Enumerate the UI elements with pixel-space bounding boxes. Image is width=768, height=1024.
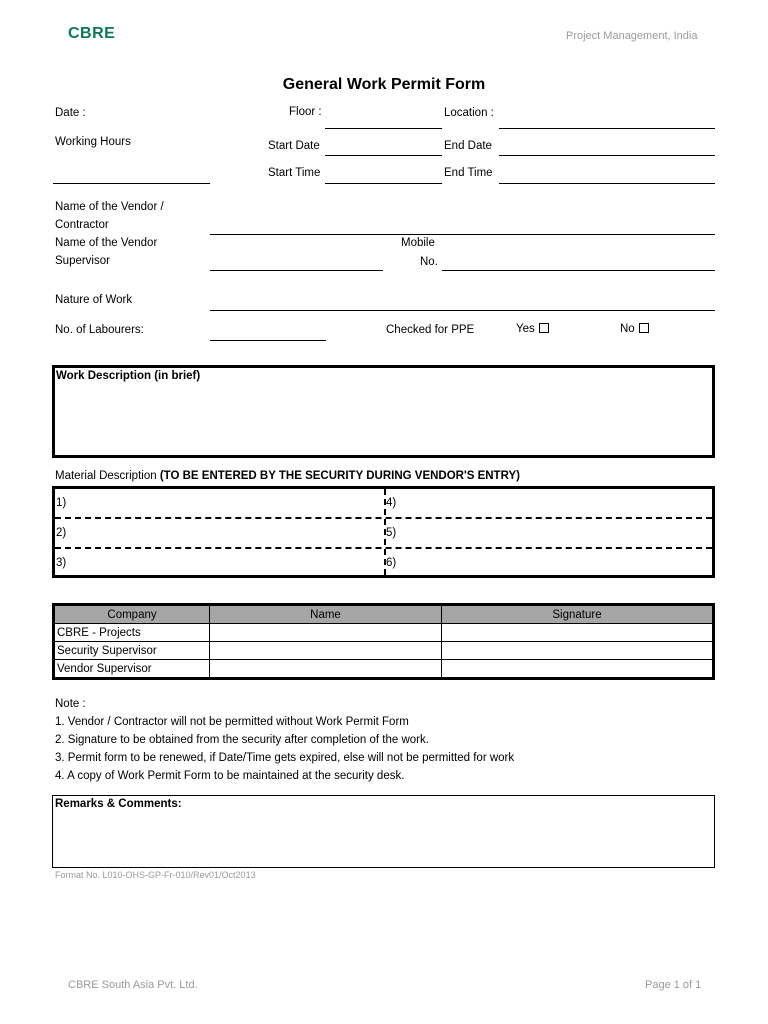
material-item-2[interactable]: 2) xyxy=(56,527,67,539)
location-label: Location : xyxy=(444,107,494,119)
company-cell: Vendor Supervisor xyxy=(54,660,210,679)
material-item-1[interactable]: 1) xyxy=(56,497,67,509)
note-item-3: 3. Permit form to be renewed, if Date/Time gets expired, else will not be permitted for work xyxy=(55,752,515,764)
company-cell: CBRE - Projects xyxy=(54,624,210,642)
material-item-6[interactable]: 6) xyxy=(386,557,397,569)
mobile-field[interactable] xyxy=(442,270,715,271)
company-cell: Security Supervisor xyxy=(54,642,210,660)
start-time-field[interactable] xyxy=(325,183,442,184)
note-item-1: 1. Vendor / Contractor will not be permitted without Work Permit Form xyxy=(55,716,409,728)
table-row xyxy=(54,642,714,660)
end-time-field[interactable] xyxy=(499,183,715,184)
cbre-logo: CBRE xyxy=(68,25,116,42)
ppe-label: Checked for PPE xyxy=(386,324,475,336)
material-description-heading xyxy=(55,470,520,482)
signature-table xyxy=(52,603,715,680)
work-description-box[interactable] xyxy=(52,365,715,458)
work-description-label: Work Description (in brief) xyxy=(56,370,201,382)
ppe-yes-checkbox[interactable] xyxy=(539,323,549,333)
name-cell[interactable] xyxy=(210,660,442,679)
start-date-field[interactable] xyxy=(325,155,442,156)
material-description-label: Material Description xyxy=(55,470,157,482)
end-time-label: End Time xyxy=(444,167,493,179)
remarks-box[interactable] xyxy=(52,795,715,868)
labourers-label: No. of Labourers: xyxy=(55,324,144,336)
signature-cell[interactable] xyxy=(442,660,714,679)
footer-page-number: Page 1 of 1 xyxy=(645,979,702,991)
date-field[interactable] xyxy=(53,183,210,184)
vendor-supervisor-field[interactable] xyxy=(210,270,383,271)
remarks-label: Remarks & Comments: xyxy=(55,798,182,810)
signature-cell[interactable] xyxy=(442,624,714,642)
end-date-label: End Date xyxy=(444,140,492,152)
ppe-no-option[interactable] xyxy=(620,323,649,335)
table-row xyxy=(54,624,714,642)
name-cell[interactable] xyxy=(210,624,442,642)
vendor-name-label-2: Contractor xyxy=(55,219,109,231)
nature-of-work-field[interactable] xyxy=(210,310,715,311)
start-date-label: Start Date xyxy=(268,140,320,152)
material-item-5[interactable]: 5) xyxy=(386,527,397,539)
ppe-yes-label: Yes xyxy=(516,323,535,335)
vendor-name-label-1: Name of the Vendor / xyxy=(55,201,164,213)
note-item-4: 4. A copy of Work Permit Form to be maintained at the security desk. xyxy=(55,770,405,782)
floor-label: Floor : xyxy=(289,106,322,118)
form-title: General Work Permit Form xyxy=(282,76,486,93)
name-cell[interactable] xyxy=(210,642,442,660)
footer-company: CBRE South Asia Pvt. Ltd. xyxy=(68,979,198,991)
material-description-note: (TO BE ENTERED BY THE SECURITY DURING VENDOR'S ENTRY) xyxy=(159,470,520,482)
location-field[interactable] xyxy=(499,128,715,129)
end-date-field[interactable] xyxy=(499,155,715,156)
column-header-name: Name xyxy=(210,605,442,624)
header-right-text: Project Management, India xyxy=(566,30,698,42)
column-header-signature: Signature xyxy=(442,605,714,624)
vendor-supervisor-label-1: Name of the Vendor xyxy=(55,237,158,249)
column-header-company: Company xyxy=(54,605,210,624)
date-label: Date : xyxy=(55,107,86,119)
nature-of-work-label: Nature of Work xyxy=(55,294,133,306)
signature-cell[interactable] xyxy=(442,642,714,660)
floor-field[interactable] xyxy=(325,128,442,129)
mobile-label-2: No. xyxy=(420,256,438,268)
material-item-3[interactable]: 3) xyxy=(56,557,67,569)
labourers-field[interactable] xyxy=(210,340,326,341)
ppe-no-checkbox[interactable] xyxy=(639,323,649,333)
material-description-box xyxy=(52,486,715,578)
ppe-yes-option[interactable] xyxy=(516,323,549,335)
table-row xyxy=(54,660,714,679)
material-item-4[interactable]: 4) xyxy=(386,497,397,509)
start-time-label: Start Time xyxy=(268,167,321,179)
notes-title: Note : xyxy=(55,698,86,710)
working-hours-label: Working Hours xyxy=(55,136,131,148)
ppe-no-label: No xyxy=(620,323,635,335)
note-item-2: 2. Signature to be obtained from the security after completion of the work. xyxy=(55,734,429,746)
format-number: Format No. L010-OHS-GP-Fr-010/Rev01/Oct2013 xyxy=(55,870,256,880)
vendor-name-field[interactable] xyxy=(210,234,715,235)
mobile-label-1: Mobile xyxy=(401,237,435,249)
signature-table-header xyxy=(54,605,714,624)
vendor-supervisor-label-2: Supervisor xyxy=(55,255,110,267)
